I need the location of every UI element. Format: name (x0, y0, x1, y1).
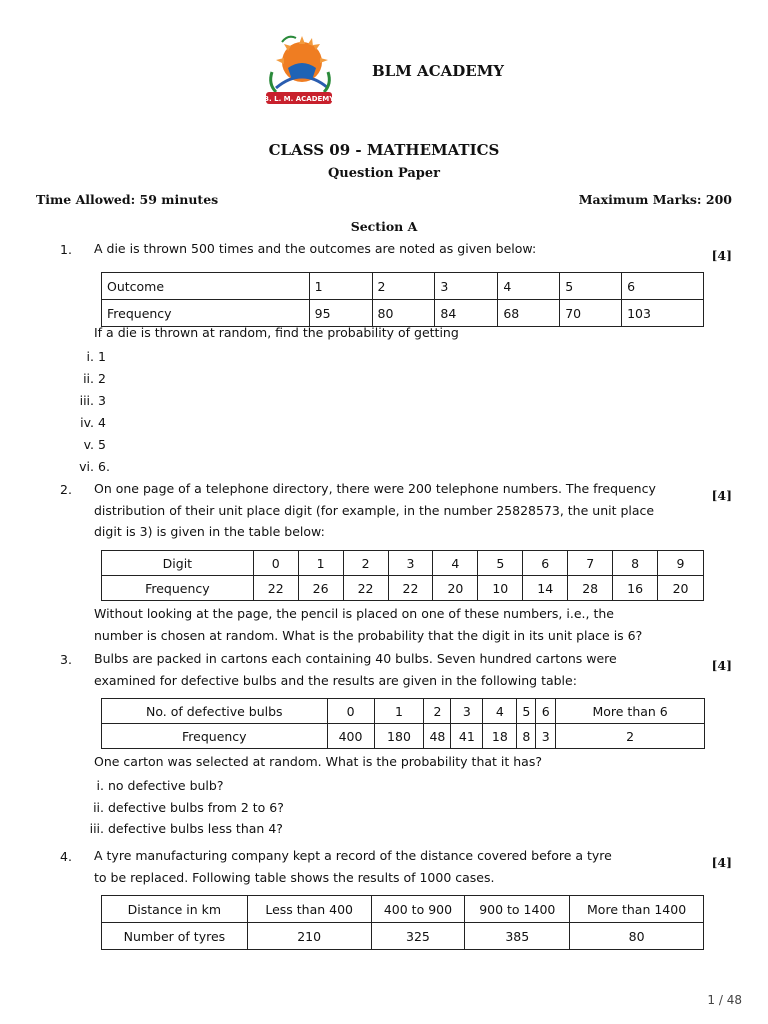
table-cell: 2 (556, 724, 705, 749)
table-cell: Frequency (102, 724, 328, 749)
list-item: v. 5 (83, 437, 106, 452)
question-prompt: If a die is thrown at random, find the probability of getting (94, 325, 459, 340)
table-cell: 400 (327, 724, 374, 749)
table-cell: 2 (372, 273, 435, 300)
table-cell: 20 (433, 576, 478, 601)
sub-question-list (64, 346, 110, 478)
table-cell: 210 (247, 923, 371, 950)
table-cell: 10 (478, 576, 523, 601)
list-item: ii. defective bulbs from 2 to 6? (93, 799, 284, 815)
table-row (102, 724, 705, 749)
table-cell: 3 (388, 551, 433, 576)
table-cell: 385 (465, 923, 570, 950)
table-cell: 180 (374, 724, 424, 749)
school-logo (258, 28, 340, 110)
question-prompt: One carton was selected at random. What is the probability that it has? (94, 754, 542, 769)
list-item: vi. 6. (79, 459, 110, 474)
question-followup: Without looking at the page, the pencil is placed on one of these numbers, i.e., the number is chosen at random. What is the probability that the digit in its unit place is 6? (94, 606, 643, 643)
table-cell: 8 (517, 724, 536, 749)
list-item: i. 1 (86, 349, 106, 364)
table-cell: 16 (613, 576, 658, 601)
table-cell: No. of defective bulbs (102, 699, 328, 724)
table-cell: 1 (374, 699, 424, 724)
svg-text:B. L. M. ACADEMY: B. L. M. ACADEMY (263, 95, 335, 103)
table-row (102, 699, 705, 724)
table-cell: 14 (523, 576, 568, 601)
question-marks: [4] (711, 658, 732, 673)
table-cell: Frequency (102, 300, 310, 327)
table-cell: Digit (102, 551, 254, 576)
table-cell: Distance in km (102, 896, 248, 923)
defective-bulbs-table (101, 698, 705, 749)
table-cell: 80 (372, 300, 435, 327)
table-cell: 26 (298, 576, 343, 601)
sub-question-list (74, 775, 284, 840)
question-number: 1. (60, 242, 72, 257)
table-cell: More than 6 (556, 699, 705, 724)
table-cell: 4 (483, 699, 517, 724)
table-cell: 900 to 1400 (465, 896, 570, 923)
table-cell: 22 (253, 576, 298, 601)
table-row (102, 923, 704, 950)
list-item: iv. 4 (80, 415, 106, 430)
question-number: 4. (60, 849, 72, 864)
table-cell: 28 (568, 576, 613, 601)
question-text: Bulbs are packed in cartons each containing 40 bulbs. Seven hundred cartons were examined for defective bulbs and the results are given in the following table: (94, 651, 617, 688)
table-cell: 84 (435, 300, 498, 327)
table-cell: Outcome (102, 273, 310, 300)
table-cell: 95 (309, 300, 372, 327)
table-cell: 8 (613, 551, 658, 576)
table-cell: 22 (388, 576, 433, 601)
table-row (102, 896, 704, 923)
question-text: A die is thrown 500 times and the outcomes are noted as given below: (94, 241, 537, 256)
list-item: i. no defective bulb? (96, 778, 224, 793)
table-cell: 3 (536, 724, 556, 749)
table-cell: More than 1400 (570, 896, 704, 923)
table-cell: 325 (371, 923, 465, 950)
section-title: Section A (350, 219, 418, 234)
table-cell: 4 (433, 551, 478, 576)
table-row (102, 576, 704, 601)
list-item: iii. defective bulbs less than 4? (89, 821, 283, 836)
table-cell: 103 (622, 300, 704, 327)
table-cell: 1 (298, 551, 343, 576)
question-marks: [4] (711, 248, 732, 263)
page-number: 1 / 48 (707, 993, 742, 1007)
outcome-table (101, 272, 704, 327)
question-marks: [4] (711, 488, 732, 503)
table-cell: 0 (253, 551, 298, 576)
question-text: A tyre manufacturing company kept a record of the distance covered before a tyre to be replaced. Following table shows the results of 1000 cases. (94, 848, 612, 885)
list-item: ii. 2 (83, 371, 106, 386)
time-allowed: Time Allowed: 59 minutes (36, 192, 219, 207)
paper-title: Question Paper (327, 166, 441, 181)
table-cell: 18 (483, 724, 517, 749)
table-cell: 0 (327, 699, 374, 724)
table-cell: 5 (517, 699, 536, 724)
table-cell: 3 (435, 273, 498, 300)
table-row (102, 551, 704, 576)
question-number: 2. (60, 482, 72, 497)
table-cell: 20 (658, 576, 704, 601)
class-title: CLASS 09 - MATHEMATICS (268, 141, 500, 159)
table-cell: 5 (560, 273, 622, 300)
table-cell: 48 (424, 724, 451, 749)
table-cell: 7 (568, 551, 613, 576)
question-number: 3. (60, 652, 72, 667)
table-cell: 400 to 900 (371, 896, 465, 923)
table-cell: 2 (343, 551, 388, 576)
maximum-marks: Maximum Marks: 200 (578, 192, 732, 207)
list-item: iii. 3 (79, 393, 106, 408)
table-cell: Frequency (102, 576, 254, 601)
question-text: On one page of a telephone directory, there were 200 telephone numbers. The frequency distribution of their unit place digit (for example, in the number 25828573, the unit place digit is 3) is given in the table below: (94, 481, 656, 539)
table-cell: Number of tyres (102, 923, 248, 950)
table-cell: 6 (622, 273, 704, 300)
table-cell: 9 (658, 551, 704, 576)
digit-frequency-table (101, 550, 704, 601)
table-cell: 41 (451, 724, 483, 749)
table-cell: 5 (478, 551, 523, 576)
table-cell: 70 (560, 300, 622, 327)
tyre-distance-table (101, 895, 704, 950)
school-name: BLM ACADEMY (372, 62, 505, 80)
table-cell: Less than 400 (247, 896, 371, 923)
table-cell: 2 (424, 699, 451, 724)
table-cell: 6 (536, 699, 556, 724)
table-cell: 68 (498, 300, 560, 327)
table-cell: 1 (309, 273, 372, 300)
table-row (102, 273, 704, 300)
table-cell: 80 (570, 923, 704, 950)
table-cell: 3 (451, 699, 483, 724)
table-cell: 22 (343, 576, 388, 601)
table-cell: 6 (523, 551, 568, 576)
question-marks: [4] (711, 855, 732, 870)
table-cell: 4 (498, 273, 560, 300)
